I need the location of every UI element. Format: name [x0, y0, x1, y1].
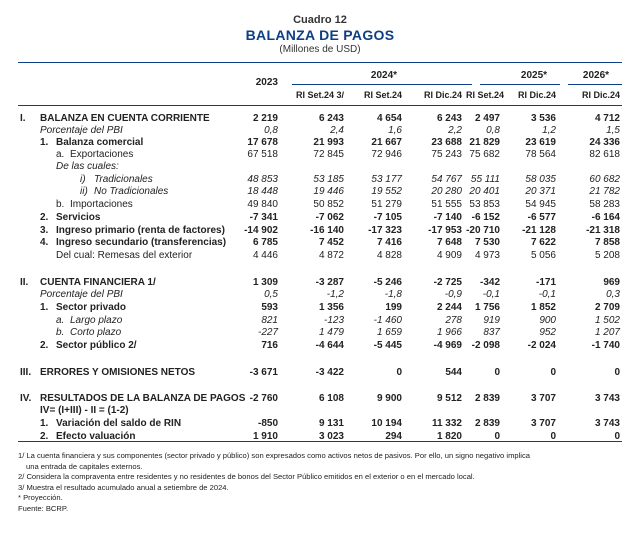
table-cell: -21 318 [586, 225, 620, 236]
table-cell: -342 [479, 277, 500, 288]
table-cell: -3 671 [249, 367, 278, 378]
table-cell: 53 177 [371, 174, 402, 185]
table-cell: 6 108 [318, 393, 344, 404]
table-number: Cuadro 12 [293, 14, 347, 26]
column-header-2025-ri-dic24: RI Dic.24 [517, 90, 556, 100]
row-number: I. [20, 113, 26, 124]
table-cell: -16 140 [310, 225, 344, 236]
row-label: Ingreso secundario (transferencias) [56, 237, 227, 248]
table-cell: 900 [539, 315, 556, 326]
row-label: IV= (I+III) - II = (1-2) [40, 405, 129, 416]
row-number: 1. [40, 418, 49, 429]
column-header-2023: 2023 [255, 77, 278, 88]
row-number: 2. [40, 212, 49, 223]
table-row [0, 250, 640, 262]
table-cell: 1 966 [436, 327, 462, 338]
table-cell: 0,8 [486, 125, 500, 136]
table-cell: -2 098 [471, 340, 500, 351]
table-cell: 54 945 [525, 199, 556, 210]
table-cell: 2,2 [448, 125, 462, 136]
row-label: Sector público 2/ [56, 340, 137, 351]
table-row [0, 137, 640, 149]
table-cell: 49 840 [247, 199, 278, 210]
table-cell: 60 682 [589, 174, 620, 185]
table-cell: 51 555 [431, 199, 462, 210]
row-label: Exportaciones [70, 149, 134, 160]
table-cell: 199 [385, 302, 402, 313]
table-row [0, 327, 640, 339]
table-row [0, 174, 640, 186]
row-label: Variación del saldo de RIN [56, 418, 182, 429]
table-cell: 72 845 [313, 149, 344, 160]
table-cell: 1 479 [318, 327, 344, 338]
table-row [0, 277, 640, 289]
table-cell: -0,1 [538, 289, 556, 300]
table-cell: -6 577 [527, 212, 556, 223]
table-cell: 4 909 [436, 250, 462, 261]
table-cell: 1 659 [376, 327, 402, 338]
table-cell: 48 853 [247, 174, 278, 185]
column-header-ri-dic24: RI Dic.24 [423, 90, 462, 100]
row-number: a. [56, 149, 65, 160]
table-cell: -7 062 [315, 212, 344, 223]
table-cell: 9 131 [318, 418, 344, 429]
row-number: IV. [20, 393, 32, 404]
row-label: RESULTADOS DE LA BALANZA DE PAGOS [40, 393, 246, 404]
table-cell: -850 [257, 418, 278, 429]
table-cell: 0,8 [264, 125, 278, 136]
table-cell: 6 243 [436, 113, 462, 124]
table-cell: 21 782 [589, 186, 620, 197]
table-cell: 21 993 [313, 137, 344, 148]
table-cell: -5 445 [373, 340, 402, 351]
table-cell: 3 536 [530, 113, 556, 124]
table-row [0, 212, 640, 224]
table-cell: 75 682 [469, 149, 500, 160]
table-row [0, 149, 640, 161]
table-cell: -4 644 [315, 340, 344, 351]
table-cell: 837 [483, 327, 500, 338]
table-cell: 1,5 [606, 125, 620, 136]
table-cell: 17 678 [247, 137, 278, 148]
table-cell: -0,9 [444, 289, 462, 300]
table-cell: -3 422 [315, 367, 344, 378]
table-cell: 0,5 [264, 289, 278, 300]
row-label: Corto plazo [70, 327, 122, 338]
table-subtitle: (Millones de USD) [279, 44, 361, 55]
table-cell: 1 309 [252, 277, 278, 288]
table-cell: 6 785 [252, 237, 278, 248]
table-cell: 7 648 [436, 237, 462, 248]
row-number: 2. [40, 431, 49, 442]
table-cell: -17 953 [428, 225, 462, 236]
table-cell: 19 446 [313, 186, 344, 197]
column-header-2026-ri-dic24: RI Dic.24 [581, 90, 620, 100]
table-cell: -7 341 [249, 212, 278, 223]
group-line-2025 [480, 84, 560, 85]
table-cell: 2 839 [474, 418, 500, 429]
table-cell: 20 401 [469, 186, 500, 197]
row-number: III. [20, 367, 32, 378]
table-cell: -6 164 [591, 212, 620, 223]
table-cell: 9 512 [436, 393, 462, 404]
table-cell: 544 [445, 367, 462, 378]
table-row [0, 367, 640, 379]
table-cell: 593 [261, 302, 278, 313]
table-cell: 1 852 [530, 302, 556, 313]
table-cell: 1,2 [542, 125, 556, 136]
row-label: Largo plazo [70, 315, 123, 326]
table-cell: 11 332 [431, 418, 462, 429]
table-cell: 1,6 [388, 125, 402, 136]
table-cell: -227 [257, 327, 278, 338]
table-cell: 6 243 [318, 113, 344, 124]
table-cell: -20 710 [466, 225, 500, 236]
top-rule [18, 62, 622, 63]
table-cell: -1 740 [591, 340, 620, 351]
row-number: i) [80, 174, 86, 185]
table-cell: -17 323 [368, 225, 402, 236]
table-cell: 2 709 [594, 302, 620, 313]
row-number: b. [56, 199, 65, 210]
row-label: Importaciones [70, 199, 133, 210]
footnote: 2/ Considera la compraventa entre residentes y no residentes de bonos del Sector Público emitidos en el exterior o en el mercado local. [18, 472, 475, 482]
table-cell: 278 [445, 315, 462, 326]
column-header-ri-set24: RI Set.24 [363, 90, 402, 100]
table-cell: 3 707 [530, 393, 556, 404]
table-cell: 24 336 [589, 137, 620, 148]
table-cell: 0 [550, 367, 556, 378]
table-cell: 54 767 [431, 174, 462, 185]
table-cell: 1 356 [318, 302, 344, 313]
table-cell: -14 902 [244, 225, 278, 236]
table-cell: 0 [494, 367, 500, 378]
table-cell: 2 497 [474, 113, 500, 124]
table-row [0, 199, 640, 211]
table-cell: 1 910 [252, 431, 278, 442]
table-cell: -4 969 [433, 340, 462, 351]
row-number: II. [20, 277, 29, 288]
table-row [0, 161, 640, 173]
table-cell: 2 839 [474, 393, 500, 404]
table-cell: 2 219 [252, 113, 278, 124]
table-cell: 969 [603, 277, 620, 288]
table-cell: 4 828 [376, 250, 402, 261]
row-label: Efecto valuación [56, 431, 136, 442]
table-cell: -7 105 [373, 212, 402, 223]
row-number: 2. [40, 340, 49, 351]
table-cell: 21 667 [371, 137, 402, 148]
table-row [0, 289, 640, 301]
header-rule [18, 105, 622, 106]
table-title: BALANZA DE PAGOS [245, 27, 395, 43]
table-cell: 4 872 [318, 250, 344, 261]
row-label: Ingreso primario (renta de factores) [56, 225, 225, 236]
row-number: 3. [40, 225, 49, 236]
table-cell: 919 [483, 315, 500, 326]
table-cell: -5 246 [373, 277, 402, 288]
table-row [0, 225, 640, 237]
table-cell: 0 [614, 367, 620, 378]
table-cell: 1 502 [594, 315, 620, 326]
row-label: De las cuales: [56, 161, 119, 172]
table-cell: 53 185 [313, 174, 344, 185]
table-cell: -1,2 [326, 289, 344, 300]
table-cell: -2 024 [527, 340, 556, 351]
table-cell: 18 448 [247, 186, 278, 197]
table-cell: -7 140 [433, 212, 462, 223]
table-cell: 4 446 [252, 250, 278, 261]
source-note: Fuente: BCRP. [18, 503, 69, 513]
table-cell: 952 [539, 327, 556, 338]
table-row [0, 237, 640, 249]
table-row [0, 125, 640, 137]
row-label: Porcentaje del PBI [40, 125, 123, 136]
table-cell: 19 552 [371, 186, 402, 197]
row-label: ERRORES Y OMISIONES NETOS [40, 367, 196, 378]
table-cell: 294 [385, 431, 402, 442]
table-cell: -1 460 [373, 315, 402, 326]
row-number: b. [56, 327, 65, 338]
table-cell: 9 900 [376, 393, 402, 404]
table-row [0, 315, 640, 327]
table-cell: 10 194 [371, 418, 402, 429]
table-cell: 1 756 [474, 302, 500, 313]
table-cell: -3 287 [315, 277, 344, 288]
table-cell: 7 416 [376, 237, 402, 248]
table-row [0, 340, 640, 352]
table-cell: 58 283 [589, 199, 620, 210]
table-cell: 4 654 [376, 113, 402, 124]
table-cell: -1,8 [384, 289, 402, 300]
row-number: 4. [40, 237, 49, 248]
footnote: una entrada de capitales externos. [26, 461, 143, 471]
group-header-2025: 2025* [520, 70, 548, 81]
table-cell: -6 152 [471, 212, 500, 223]
table-row [0, 186, 640, 198]
table-row [0, 393, 640, 405]
table-cell: 67 518 [247, 149, 278, 160]
table-cell: 50 852 [313, 199, 344, 210]
table-cell: 7 452 [318, 237, 344, 248]
table-cell: 4 712 [594, 113, 620, 124]
group-header-2026: 2026* [582, 70, 610, 81]
table-cell: 0 [550, 431, 556, 442]
table-cell: 7 858 [594, 237, 620, 248]
table-cell: -123 [323, 315, 344, 326]
table-cell: 0 [396, 367, 402, 378]
row-label: No Tradicionales [94, 186, 169, 197]
table-cell: 1 820 [436, 431, 462, 442]
table-cell: 21 829 [469, 137, 500, 148]
row-label: Del cual: Remesas del exterior [56, 250, 193, 261]
group-line-2026 [568, 84, 622, 85]
column-header-2025-ri-set24: RI Set.24 [465, 90, 504, 100]
table-cell: 5 208 [594, 250, 620, 261]
column-header-ri-set24-3: RI Set.24 3/ [295, 90, 344, 100]
table-cell: 20 371 [525, 186, 556, 197]
table-cell: -0,1 [482, 289, 500, 300]
row-label: Sector privado [56, 302, 127, 313]
row-number: 1. [40, 302, 49, 313]
table-cell: 23 619 [525, 137, 556, 148]
table-cell: 716 [261, 340, 278, 351]
table-row [0, 302, 640, 314]
table-cell: 2,4 [330, 125, 344, 136]
row-label: Tradicionales [94, 174, 153, 185]
table-cell: 78 564 [525, 149, 556, 160]
table-cell: 58 035 [525, 174, 556, 185]
group-line-2024 [292, 84, 472, 85]
row-number: 1. [40, 137, 49, 148]
table-cell: 7 622 [530, 237, 556, 248]
table-cell: -2 725 [433, 277, 462, 288]
row-label: BALANZA EN CUENTA CORRIENTE [40, 113, 210, 124]
footnote: 3/ Muestra el resultado acumulado anual a setiembre de 2024. [18, 482, 229, 492]
row-label: Servicios [56, 212, 101, 223]
table-cell: 3 707 [530, 418, 556, 429]
table-cell: 82 618 [589, 149, 620, 160]
group-header-2024: 2024* [370, 70, 398, 81]
table-cell: 5 056 [530, 250, 556, 261]
row-label: Balanza comercial [56, 137, 144, 148]
table-cell: 0,3 [606, 289, 620, 300]
table-row [0, 405, 640, 417]
table-cell: 821 [261, 315, 278, 326]
table-cell: 0 [494, 431, 500, 442]
table-cell: 72 946 [371, 149, 402, 160]
table-cell: 3 743 [594, 393, 620, 404]
table-cell: 4 973 [474, 250, 500, 261]
table-cell: 75 243 [431, 149, 462, 160]
table-cell: 0 [614, 431, 620, 442]
bottom-rule [18, 441, 622, 442]
table-row [0, 418, 640, 430]
footnote: * Proyección. [18, 493, 63, 503]
table-cell: 51 279 [371, 199, 402, 210]
footnotes [18, 451, 622, 515]
table-cell: 2 244 [436, 302, 462, 313]
table-cell: 23 688 [431, 137, 462, 148]
table-cell: 20 280 [431, 186, 462, 197]
row-number: a. [56, 315, 65, 326]
table-cell: 1 207 [594, 327, 620, 338]
table-cell: 3 023 [318, 431, 344, 442]
table-cell: -171 [535, 277, 556, 288]
table-cell: -2 760 [249, 393, 278, 404]
row-number: ii) [80, 186, 88, 197]
table-cell: 55 111 [470, 174, 500, 185]
table-row [0, 113, 640, 125]
table-cell: 7 530 [474, 237, 500, 248]
table-cell: 3 743 [594, 418, 620, 429]
row-label: Porcentaje del PBI [40, 289, 123, 300]
table-cell: 53 853 [469, 199, 500, 210]
table-cell: -21 128 [522, 225, 556, 236]
footnote: 1/ La cuenta financiera y sus componentes (sector privado y público) son expresados como activos netos de pasivos. Por ello, un signo negativo implica [18, 451, 531, 460]
row-label: CUENTA FINANCIERA 1/ [40, 277, 156, 288]
